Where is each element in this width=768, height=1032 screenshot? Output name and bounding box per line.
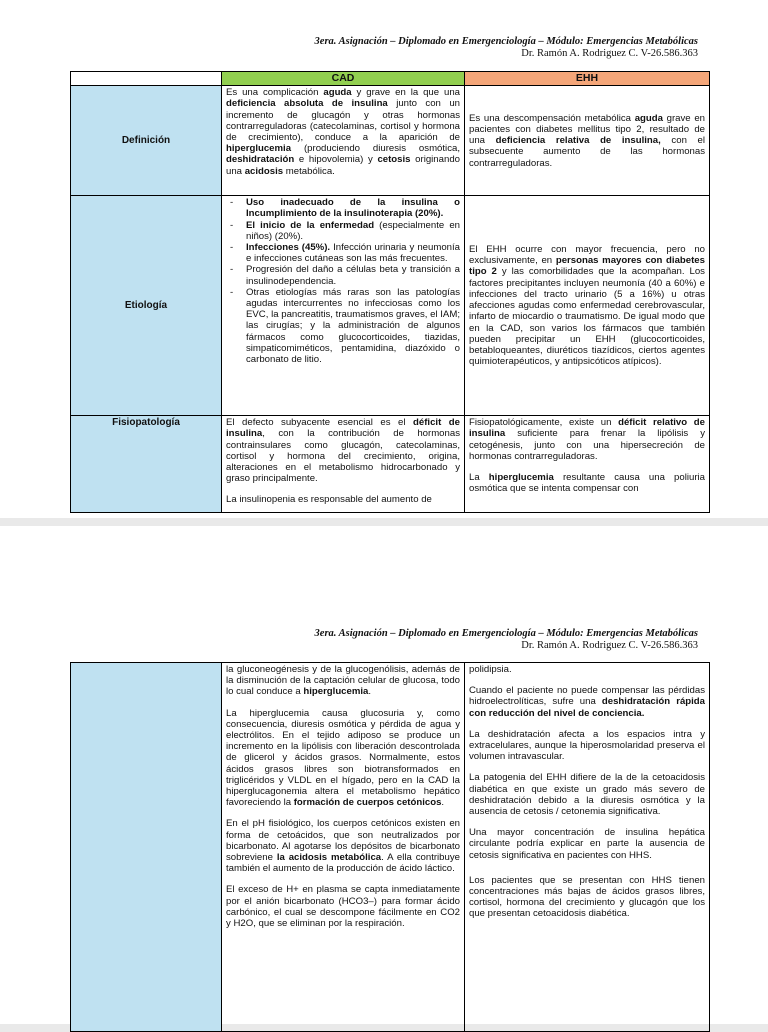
row-header-fisiopatologia-cont (71, 663, 222, 1032)
row-header-etiologia: Etiología (71, 196, 222, 416)
comparison-table-continued (70, 662, 710, 1032)
list-item: - Infecciones (45%). Infección urinaria y neumonía e infecciones cutáneas son las más frecuentes. (246, 242, 460, 264)
row-header-definicion: Definición (71, 86, 222, 196)
list-item: - Progresión del daño a células beta y transición a insulinodependencia. (246, 264, 460, 286)
column-header-cad: CAD (222, 72, 465, 86)
page-2 (0, 526, 768, 1024)
ehh-fisiopatologia: Fisiopatológicamente, existe un déficit relativo de insulina suficiente para frenar la lipólisis y cetogénesis, junto con una hipersecreción de hormonas contrarreguladoras. La hiperglucemia resultante causa una poliuria osmótica que se intenta compensar con (465, 416, 710, 513)
cad-definicion: Es una complicación aguda y grave en la que una deficiencia absoluta de insulina junto con un incremento de glucagón y otras hormonas contrarreguladoras (catecolaminas, cortisol y hormona de crecimiento), conduce a la aparición de hiperglucemia (produciendo diuresis osmótica, deshidratación e hipovolemia) y cetosis originando una acidosis metabólica. (222, 86, 465, 196)
header-title: 3era. Asignación – Diplomado en Emergenciología – Módulo: Emergencias Metabólicas (314, 36, 698, 47)
ehh-etiologia: El EHH ocurre con mayor frecuencia, pero no exclusivamente, en personas mayores con diabetes tipo 2 y las comorbilidades que la acompañan. Los factores precipitantes incluyen neumonía (40 a 60%) e infecciones del tracto urinario (5 a 16%) u otras afecciones agudas como enfermedad cerebrovascular, infarto de miocardio o traumatismo. De igual modo que en la CAD, son varios los fármacos que también pueden precipitar un EHH (glucocorticoides, betabloqueantes, diuréticos tiazídicos, ciertos agentes quimioterapéuticos, y antipsicóticos atípicos). (465, 196, 710, 416)
list-item: - El inicio de la enfermedad (especialmente en niños) (20%). (246, 220, 460, 242)
comparison-table (70, 71, 710, 513)
cad-etiologia (222, 196, 465, 416)
ehh-definicion: Es una descompensación metabólica aguda grave en pacientes con diabetes mellitus tipo 2, resultado de una deficiencia relativa de insulina, con el subsecuente aumento de las hormonas contrarreguladoras. (465, 86, 710, 196)
column-header-ehh: EHH (465, 72, 710, 86)
page-gap (0, 518, 768, 526)
list-item: - Otras etiologías más raras son las patologías agudas intercurrentes no infecciosas como los EVC, la pancreatitis, traumatismos graves, el IAM; las cirugías; y la administración de algunos fármacos como glucocorticoides, tiazidas, simpaticomiméticos, pentamidina, diazóxido o carbonato de litio. (246, 287, 460, 365)
list-item: - Uso inadecuado de la insulina o Incumplimiento de la insulinoterapia (20%). (246, 197, 460, 219)
cad-fisiopatologia-cont: la gluconeogénesis y de la glucogenólisis, además de la disminución de la captación celular de glucosa, todo lo cual conduce a hiperglucemia. La hiperglucemia causa glucosuria y, como consecuencia, diuresis osmótica y pérdida de agua y electrólitos. En el tejido adiposo se produce un incremento en la lipólisis con liberación descontrolada de glicerol y ácidos grasos. Normalmente, estos ácidos grasos libres son biotransformados en triglicéridos y VLDL en el hígado, pero en la CAD la hiperglucagonemia altera el metabolismo hepático favoreciendo la formación de cuerpos cetónicos. En el pH fisiológico, los cuerpos cetónicos existen en forma de cetoácidos, que son neutralizados por bicarbonato. Al agotarse los depósitos de bicarbonato sobreviene la acidosis metabólica. A ella contribuye también el aumento de la producción de ácido láctico. El exceso de H+ en plasma se capta inmediatamente por el anión bicarbonato (HCO3–) para formar ácido carbónico, el cual se descompone fácilmente en CO2 y H2O, que se eliminan por la respiración. (222, 663, 465, 1032)
header-author: Dr. Ramón A. Rodriguez C. V-26.586.363 (521, 48, 698, 59)
page-header (315, 36, 698, 60)
page-header (315, 628, 698, 652)
ehh-fisiopatologia-cont: polidipsia. Cuando el paciente no puede compensar las pérdidas hidroelectrolíticas, sufre una deshidratación rápida con reducción del nivel de conciencia. La deshidratación afecta a los espacios intra y extracelulares, aunque la hiperosmolaridad preserva el volumen intravascular. La patogenia del EHH difiere de la de la cetoacidosis diabética en que existe un grado más severo de deshidratación debido a la diuresis osmótica y la ausencia de cetosis / cetonemia significativa. Una mayor concentración de insulina hepática circulante podría explicar en parte la ausencia de cetosis significativa en pacientes con HHS. Los pacientes que se presentan con HHS tienen concentraciones más bajas de ácidos grasos libres, cortisol, hormona del crecimiento y glucagón que los que presentan cetoacidosis diabética. (465, 663, 710, 1032)
header-author: Dr. Ramón A. Rodriguez C. V-26.586.363 (521, 640, 698, 651)
row-header-fisiopatologia: Fisiopatología (71, 416, 222, 513)
cad-fisiopatologia: El defecto subyacente esencial es el déficit de insulina, con la contribución de hormonas contrainsulares como glucagón, catecolaminas, cortisol y hormona del crecimiento, origina, alteraciones en el metabolismo hidrocarbonado y graso principalmente. La insulinopenia es responsable del aumento de (222, 416, 465, 513)
header-title: 3era. Asignación – Diplomado en Emergenciología – Módulo: Emergencias Metabólicas (314, 628, 698, 639)
corner-cell (71, 72, 222, 86)
